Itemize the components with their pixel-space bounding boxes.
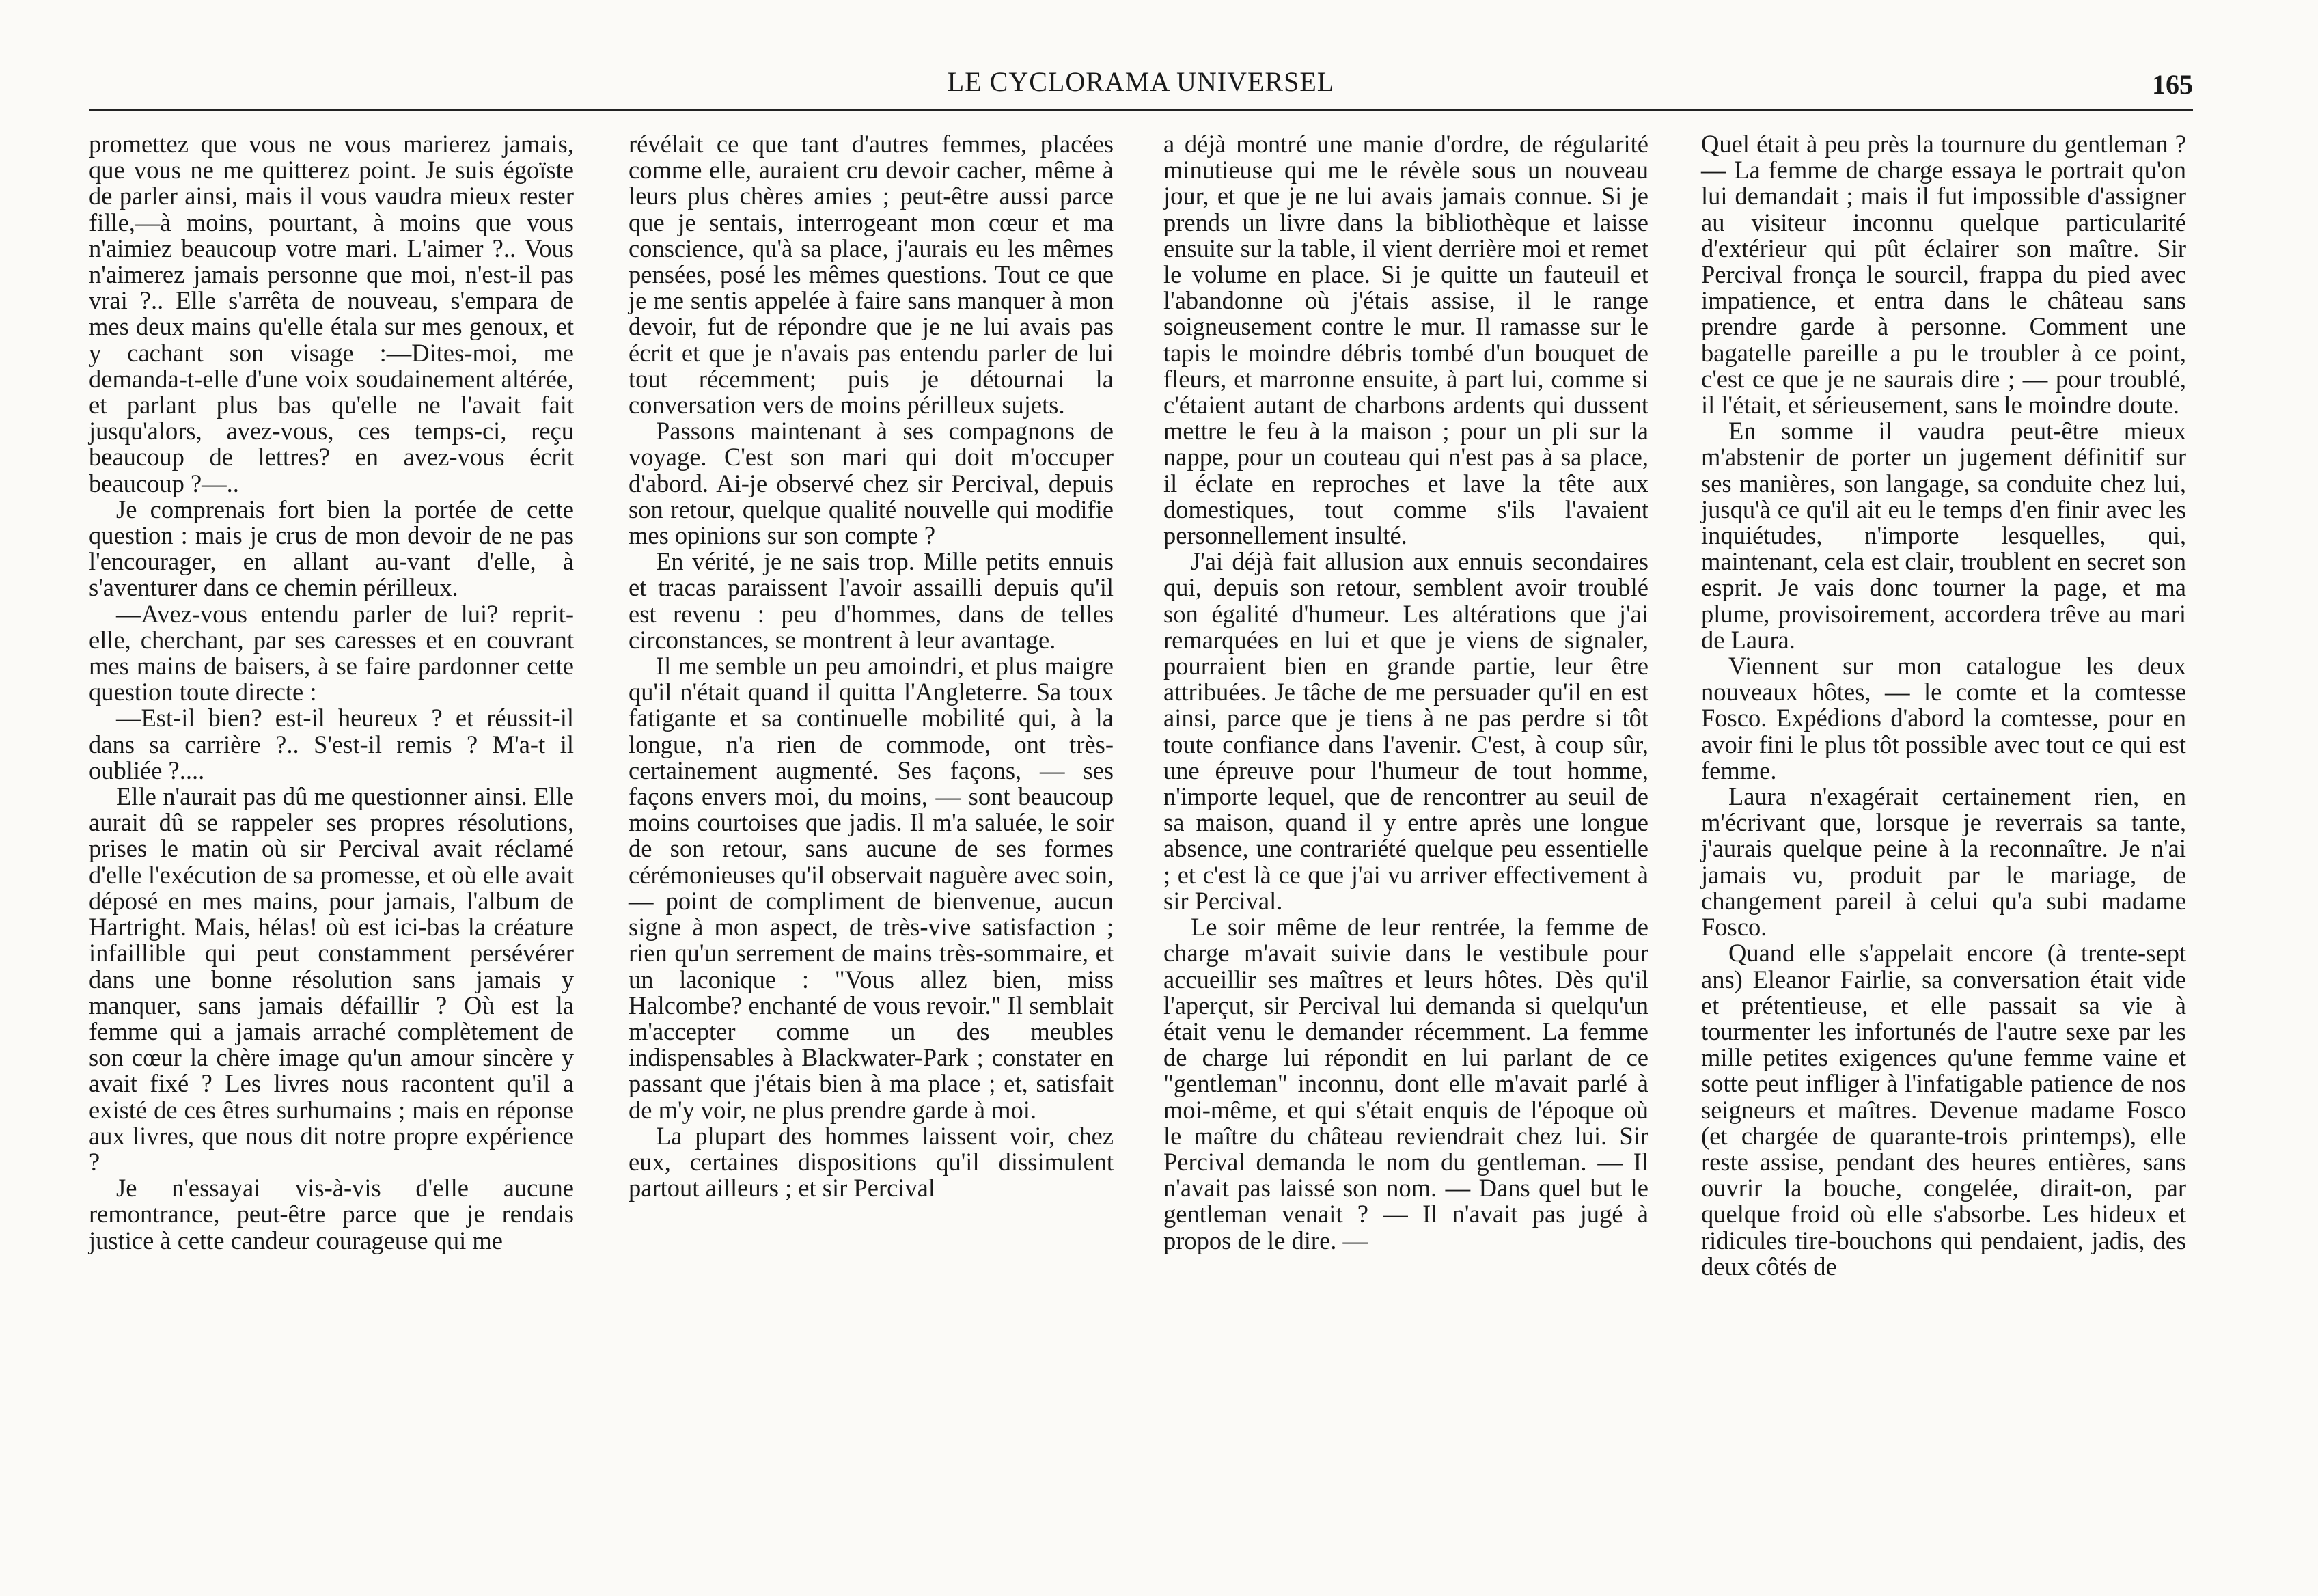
- paragraph: Il me semble un peu amoindri, et plus maigre qu'il n'était quand il quitta l'Angleterre. Sa toux fatigante et sa continuelle mobilité qui, à la longue, n'a rien de commode, ont très-certainement augmenté. Ses façons, — ses façons envers moi, du moins, — sont beaucoup moins courtoises que jadis. Il m'a saluée, le soir de son retour, sans aucune de ses formes cérémonieuses qu'il observait naguère avec soin, — point de compliment de bienvenue, aucun signe à mon aspect, de très-vive satisfaction ; rien qu'un serrement de mains très-sommaire, et un laconique : "Vous allez bien, miss Halcombe? enchanté de vous revoir." Il semblait m'accepter comme un des meubles indispensables à Blackwater-Park ; constater en passant que j'étais bien à ma place ; et, satisfait de m'y voir, ne plus prendre garde à moi.: [629, 652, 1114, 1124]
- paragraph: J'ai déjà fait allusion aux ennuis secondaires qui, depuis son retour, semblent avoir troublé son égalité d'humeur. Les altérations que j'ai remarquées en lui et que je viens de signaler, pourraient bien en grande partie, leur être attribuées. Je tâche de me persuader qu'il en est ainsi, parce que je tiens à ne pas perdre si tôt toute confiance dans l'avenir. C'est, à coup sûr, une épreuve pour l'humeur de tout homme, n'importe lequel, que de rencontrer au seuil de sa maison, quand il y entre après une longue absence, une contrariété quelque peu essentielle ; et c'est là ce que j'ai vu arriver effectivement à sir Percival.: [1163, 547, 1648, 915]
- paragraph: Viennent sur mon catalogue les deux nouveaux hôtes, — le comte et la comtesse Fosco. Expédions d'abord la comtesse, pour en avoir fini le plus tôt possible avec tout ce qui est femme.: [1701, 652, 2186, 784]
- paragraph: Passons maintenant à ses compagnons de voyage. C'est son mari qui doit m'occuper d'abord. Ai-je observé chez sir Percival, depuis son retour, quelque qualité nouvelle qui modifie mes opinions sur son compte ?: [629, 417, 1114, 550]
- paragraph: Quand elle s'appelait encore (à trente-sept ans) Eleanor Fairlie, sa conversation était vide et prétentieuse, et elle passait sa vie à tourmenter les infortunés de l'autre sexe par les mille petites exigences qu'une femme vaine et sotte peut infliger à l'infatigable patience de nos seigneurs et maîtres. Devenue madame Fosco (et chargée de quarante-trois printemps), elle reste assise, pendant des heures entières, sans ouvrir la bouche, congelée, dirait-on, par quelque froid où elle s'absorbe. Les hideux et ridicules tire-bouchons qui pendaient, jadis, des deux côtés de: [1701, 939, 2186, 1280]
- paragraph: a déjà montré une manie d'ordre, de régularité minutieuse qui me le révèle sous un nouveau jour, et que je ne lui avais jamais connue. Si je prends un livre dans la bibliothèque et laisse ensuite sur la table, il vient derrière moi et remet le volume en place. Si je quitte un fauteuil et l'abandonne où j'étais assise, il le range soigneusement contre le mur. Il ramasse sur le tapis le moindre débris tombé d'un bouquet de fleurs, et marronne ensuite, à part lui, comme si c'étaient autant de charbons ardents qui dussent mettre le feu à la maison ; pour un pli sur la nappe, pour un couteau qui n'est pas à sa place, il éclate en reproches et lave la tête aux domestiques, tout comme s'ils l'avaient personnellement insulté.: [1163, 130, 1648, 550]
- paragraph: La plupart des hommes laissent voir, chez eux, certaines dispositions qu'il dissimulent partout ailleurs ; et sir Percival: [629, 1121, 1114, 1202]
- paragraph: Quel était à peu près la tournure du gentleman ? — La femme de charge essaya le portrait qu'on lui demandait ; mais il fut impossible d'assigner au visiteur inconnu quelque particularité d'extérieur qui pût éclairer son maître. Sir Percival fronça le sourcil, frappa du pied avec impatience, et entra dans le château sans prendre garde à personne. Comment une bagatelle pareille a pu le troubler à ce point, c'est ce que je ne saurais dire ; — pour troublé, il l'était, et sérieusement, sans le moindre doute.: [1701, 130, 2186, 419]
- paragraph: —Avez-vous entendu parler de lui? reprit-elle, cherchant, par ses caresses et en couvrant mes mains de baisers, à se faire pardonner cette question toute directe :: [89, 599, 574, 706]
- header-rule: [89, 109, 2193, 111]
- column-3: [1163, 131, 1648, 1254]
- paragraph: révélait ce que tant d'autres femmes, placées comme elle, auraient cru devoir cacher, même à leurs plus chères amies ; peut-être aussi parce que je sentais, interrogeant mon cœur et ma conscience, qu'à sa place, j'aurais eu les mêmes pensées, posé les mêmes questions. Tout ce que je me sentis appelée à faire sans manquer à mon devoir, fut de répondre que je ne lui avais pas écrit et que je n'avais pas entendu parler de lui tout récemment; puis je détournai la conversation vers de moins périlleux sujets.: [629, 130, 1114, 419]
- column-4: [1701, 131, 2186, 1280]
- paragraph: Je comprenais fort bien la portée de cette question : mais je crus de mon devoir de ne pas l'encourager, en allant au-vant d'elle, à s'aventurer dans ce chemin périlleux.: [89, 495, 574, 602]
- page-header: [89, 66, 2193, 107]
- paragraph: Le soir même de leur rentrée, la femme de charge m'avait suivie dans le vestibule pour accueillir ses maîtres et leurs hôtes. Dès qu'il l'aperçut, sir Percival lui demanda si quelqu'un était venu le demander récemment. La femme de charge lui répondit en lui parlant de ce "gentleman" inconnu, dont elle m'avait parlé à moi-même, et qui s'était enquis de l'époque où le maître du château reviendrait chez lui. Sir Percival demanda le nom du gentleman. — Il n'avait pas laissé son nom. — Dans quel but le gentleman venait ? — Il n'avait pas jugé à propos de le dire. —: [1163, 913, 1648, 1254]
- publication-title: LE CYCLORAMA UNIVERSEL: [947, 66, 1335, 97]
- paragraph: promettez que vous ne vous marierez jamais, que vous ne me quitterez point. Je suis égoïste de parler ainsi, mais il vous vaudra mieux rester fille,—à moins, pourtant, à moins que vous n'aimiez beaucoup votre mari. L'aimer ?.. Vous n'aimerez jamais personne que moi, n'est-il pas vrai ?.. Elle s'arrêta de nouveau, s'empara de mes deux mains qu'elle étala sur mes genoux, et y cachant son visage :—Dites-moi, me demanda-t-elle d'une voix soudainement altérée, et parlant plus bas qu'elle ne l'avait fait jusqu'alors, avez-vous, ces temps-ci, reçu beaucoup de lettres? en avez-vous écrit beaucoup ?—..: [89, 130, 574, 497]
- paragraph: —Est-il bien? est-il heureux ? et réussit-il dans sa carrière ?.. S'est-il remis ? M'a-t il oubliée ?....: [89, 704, 574, 784]
- paragraph: Laura n'exagérait certainement rien, en m'écrivant que, lorsque je reverrais sa tante, j'aurais quelque peine à la reconnaître. Je n'ai jamais vu, produit par le mariage, de changement pareil à celui qu'a subi madame Fosco.: [1701, 782, 2186, 941]
- paragraph: Je n'essayai vis-à-vis d'elle aucune remontrance, peut-être parce que je rendais justice à cette candeur courageuse qui me: [89, 1174, 574, 1254]
- paragraph: En somme il vaudra peut-être mieux m'abstenir de porter un jugement définitif sur ses manières, son langage, sa conduite chez lui, jusqu'à ce qu'il ait eu le temps d'en finir avec les inquiétudes, n'importe lesquelles, qui, maintenant, cela est clair, troublent en secret son esprit. Je vais donc tourner la page, et ma plume, provisoirement, accordera trêve au mari de Laura.: [1701, 417, 2186, 654]
- column-1: [89, 131, 574, 1254]
- paragraph: En vérité, je ne sais trop. Mille petits ennuis et tracas paraissent l'avoir assailli depuis qu'il est revenu : peu d'hommes, dans de telles circonstances, se montrent à leur avantage.: [629, 547, 1114, 654]
- column-2: [629, 131, 1114, 1201]
- page-number: 165: [2152, 69, 2193, 100]
- paragraph: Elle n'aurait pas dû me questionner ainsi. Elle aurait dû se rappeler ses propres résolutions, prises le matin où sir Percival avait réclamé d'elle l'exécution de sa promesse, et où elle avait déposé en mes mains, pour jamais, l'album de Hartright. Mais, hélas! où est ici-bas la créature infaillible qui peut constamment persévérer dans une bonne résolution sans jamais y manquer, sans jamais défaillir ? Où est la femme qui a jamais arraché complètement de son cœur la chère image qu'un amour sincère y avait fixé ? Les livres nous racontent qu'il a existé de ces êtres surhumains ; mais en réponse aux livres, que nous dit notre propre expérience ?: [89, 782, 574, 1176]
